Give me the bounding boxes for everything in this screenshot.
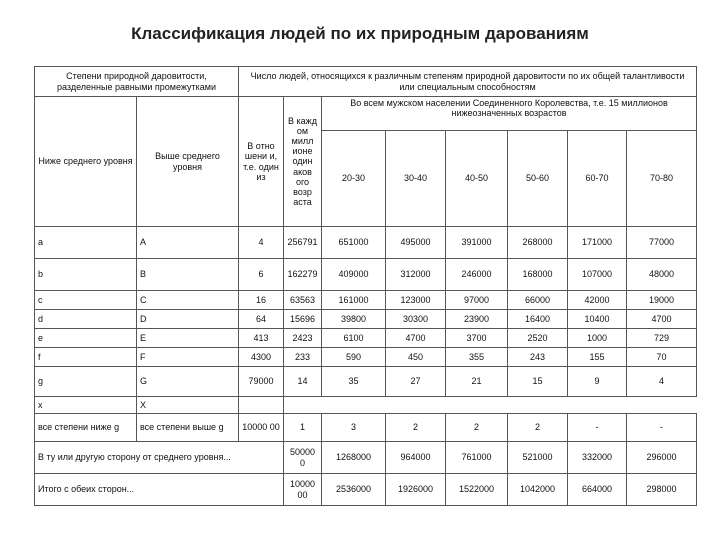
low-grade: a	[35, 227, 137, 259]
uk-population-header: Во всем мужском населении Соединенного Королевства, т.е. 15 миллионов нижеозначенных возрастов	[322, 97, 697, 131]
high-grade: B	[137, 259, 239, 291]
age-cell: 19000	[627, 291, 697, 310]
age-cell: 16400	[508, 310, 568, 329]
age-cell: 664000	[568, 474, 627, 506]
age-cell: 2	[446, 414, 508, 442]
high-grade: A	[137, 227, 239, 259]
high-grade: C	[137, 291, 239, 310]
table-row	[35, 367, 697, 397]
age-cell: 15	[508, 367, 568, 397]
age-cell: 1926000	[386, 474, 446, 506]
header-row-1	[35, 67, 697, 97]
age-cell: 6100	[322, 329, 386, 348]
age-cell: 1268000	[322, 442, 386, 474]
high-grade: все степени выше g	[137, 414, 239, 442]
low-grade: c	[35, 291, 137, 310]
ratio-cell: 64	[239, 310, 284, 329]
above-average-header: Выше среднего уровня	[137, 97, 239, 227]
low-grade: g	[35, 367, 137, 397]
age-cell: 161000	[322, 291, 386, 310]
age-cell: 70	[627, 348, 697, 367]
header-row-2	[35, 97, 697, 131]
age-cell: 355	[446, 348, 508, 367]
table-row	[35, 227, 697, 259]
age-header: 50-60	[508, 131, 568, 227]
million-cell: 233	[284, 348, 322, 367]
age-cell: 4700	[386, 329, 446, 348]
table-row	[35, 259, 697, 291]
high-grade: G	[137, 367, 239, 397]
age-cell: 729	[627, 329, 697, 348]
age-cell: 2	[386, 414, 446, 442]
age-cell: 77000	[627, 227, 697, 259]
million-cell: 162279	[284, 259, 322, 291]
age-cell: 2536000	[322, 474, 386, 506]
million-cell: 50000 0	[284, 442, 322, 474]
degrees-header: Степени природной даровитости, разделенные равными промежутками	[35, 67, 239, 97]
total-row	[35, 474, 697, 506]
ratio-cell: 4	[239, 227, 284, 259]
ratio-cell: 6	[239, 259, 284, 291]
x-row	[35, 397, 697, 414]
million-cell: 10000 00	[284, 474, 322, 506]
high-grade: D	[137, 310, 239, 329]
million-cell: 63563	[284, 291, 322, 310]
per-million-header: В кажд ом милл ионе один аков ого возр аста	[284, 97, 322, 227]
age-cell: 761000	[446, 442, 508, 474]
age-cell: 21	[446, 367, 508, 397]
age-cell: 312000	[386, 259, 446, 291]
below-average-header: Ниже среднего уровня	[35, 97, 137, 227]
age-cell: 590	[322, 348, 386, 367]
age-cell: 1000	[568, 329, 627, 348]
million-cell: 15696	[284, 310, 322, 329]
age-cell: 3700	[446, 329, 508, 348]
age-cell: 42000	[568, 291, 627, 310]
age-cell: 268000	[508, 227, 568, 259]
million-cell: 256791	[284, 227, 322, 259]
table-row	[35, 348, 697, 367]
age-cell: 298000	[627, 474, 697, 506]
high-grade: X	[137, 397, 239, 414]
high-grade: F	[137, 348, 239, 367]
million-cell: 2423	[284, 329, 322, 348]
age-cell: 651000	[322, 227, 386, 259]
age-cell: 2	[508, 414, 568, 442]
million-cell: 14	[284, 367, 322, 397]
total-label: Итого с обеих сторон...	[35, 474, 284, 506]
age-cell: 296000	[627, 442, 697, 474]
age-cell: 48000	[627, 259, 697, 291]
age-cell: 30300	[386, 310, 446, 329]
age-cell: 391000	[446, 227, 508, 259]
low-grade: f	[35, 348, 137, 367]
age-cell: 4	[627, 367, 697, 397]
either-side-row	[35, 442, 697, 474]
high-grade: E	[137, 329, 239, 348]
age-header: 60-70	[568, 131, 627, 227]
age-cell: 97000	[446, 291, 508, 310]
age-cell: 409000	[322, 259, 386, 291]
age-cell: 495000	[386, 227, 446, 259]
giftedness-table	[34, 66, 697, 506]
age-cell: -	[627, 414, 697, 442]
low-grade: x	[35, 397, 137, 414]
age-cell: 35	[322, 367, 386, 397]
age-cell: 39800	[322, 310, 386, 329]
ratio-cell: 16	[239, 291, 284, 310]
age-header: 30-40	[386, 131, 446, 227]
table-row	[35, 310, 697, 329]
age-header: 20-30	[322, 131, 386, 227]
age-cell: 9	[568, 367, 627, 397]
ratio-header: В отно шени и, т.е. один из	[239, 97, 284, 227]
million-cell: 1	[284, 414, 322, 442]
table-row	[35, 291, 697, 310]
age-cell: 450	[386, 348, 446, 367]
age-cell: 171000	[568, 227, 627, 259]
ratio-cell: 4300	[239, 348, 284, 367]
age-cell: 1042000	[508, 474, 568, 506]
low-grade: b	[35, 259, 137, 291]
page-title: Классификация людей по их природным дарованиям	[131, 24, 589, 43]
ratio-cell: 413	[239, 329, 284, 348]
beyond-g-row	[35, 414, 697, 442]
count-header: Число людей, относящихся к различным степеням природной даровитости по их общей талантливости или специальным способностям	[239, 67, 697, 97]
age-cell: 246000	[446, 259, 508, 291]
age-cell: 23900	[446, 310, 508, 329]
age-cell: 4700	[627, 310, 697, 329]
either-side-label: В ту или другую сторону от среднего уровня...	[35, 442, 284, 474]
age-cell: 168000	[508, 259, 568, 291]
age-header: 70-80	[627, 131, 697, 227]
age-cell: 1522000	[446, 474, 508, 506]
age-cell: 10400	[568, 310, 627, 329]
age-cell: 27	[386, 367, 446, 397]
table-row	[35, 329, 697, 348]
age-cell: 521000	[508, 442, 568, 474]
age-cell: 155	[568, 348, 627, 367]
age-cell: 332000	[568, 442, 627, 474]
age-cell: 123000	[386, 291, 446, 310]
low-grade: e	[35, 329, 137, 348]
age-cell: 2520	[508, 329, 568, 348]
low-grade: все степени ниже g	[35, 414, 137, 442]
age-cell: 964000	[386, 442, 446, 474]
low-grade: d	[35, 310, 137, 329]
age-cell: -	[568, 414, 627, 442]
ratio-cell: 10000 00	[239, 414, 284, 442]
age-cell: 107000	[568, 259, 627, 291]
age-header: 40-50	[446, 131, 508, 227]
age-cell: 243	[508, 348, 568, 367]
age-cell: 3	[322, 414, 386, 442]
ratio-cell: 79000	[239, 367, 284, 397]
age-cell: 66000	[508, 291, 568, 310]
